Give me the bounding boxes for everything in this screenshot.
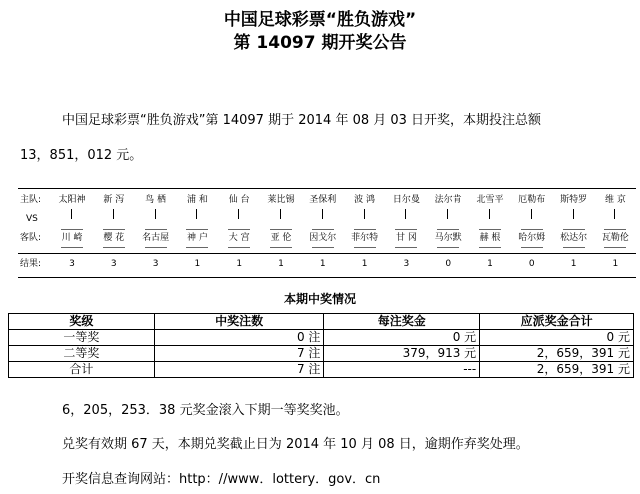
match-column bbox=[595, 189, 635, 277]
match-column bbox=[554, 189, 594, 277]
home-team: 浦 和 bbox=[186, 195, 208, 205]
away-team: 哈尔姆 bbox=[518, 233, 546, 243]
winners-cell: 0 注 bbox=[154, 330, 324, 346]
away-team: 名古屋 bbox=[142, 233, 170, 243]
vs-divider bbox=[155, 209, 156, 219]
level-cell: 二等奖 bbox=[9, 346, 155, 362]
total-cell: 2，659，391 元 bbox=[480, 346, 634, 362]
team-underline bbox=[521, 229, 543, 230]
issue-title: 第 14097 期开奖公告 bbox=[233, 33, 407, 53]
home-team: 鸟 栖 bbox=[145, 195, 167, 205]
team-underline bbox=[186, 229, 208, 230]
match-result: 1 bbox=[194, 259, 201, 269]
team-underline bbox=[395, 247, 417, 248]
team-underline bbox=[437, 229, 459, 230]
home-team: 北雪平 bbox=[476, 195, 504, 205]
vs-divider bbox=[71, 209, 72, 219]
team-underline bbox=[395, 229, 417, 230]
home-team: 太阳神 bbox=[58, 195, 86, 205]
total-cell: 2，659，391 元 bbox=[480, 362, 634, 378]
intro-line-1: 中国足球彩票“胜负游戏”第 14097 期于 2014 年 08 月 03 日开奖，本期投注总额 bbox=[62, 113, 542, 128]
vs-divider bbox=[113, 209, 114, 219]
team-underline bbox=[145, 229, 167, 230]
match-column bbox=[136, 189, 176, 277]
vs-divider bbox=[573, 209, 574, 219]
team-underline bbox=[61, 247, 83, 248]
match-column bbox=[52, 189, 92, 277]
away-team: 樱 花 bbox=[103, 233, 125, 243]
header-total-payout: 应派奖金合计 bbox=[480, 314, 634, 330]
level-cell: 合计 bbox=[9, 362, 155, 378]
home-team: 厄勒布 bbox=[518, 195, 546, 205]
away-team: 赫 根 bbox=[479, 233, 501, 243]
prize-cell: 0 元 bbox=[324, 330, 480, 346]
team-underline bbox=[228, 247, 250, 248]
table-row bbox=[9, 362, 634, 378]
match-result: 1 bbox=[319, 259, 326, 269]
team-underline bbox=[354, 229, 376, 230]
match-column bbox=[177, 189, 217, 277]
vs-divider bbox=[196, 209, 197, 219]
validity-note: 兑奖有效期 67 天，本期兑奖截止日为 2014 年 10 月 08 日，逾期作弃奖处理。 bbox=[62, 437, 529, 452]
team-underline bbox=[145, 247, 167, 248]
match-column bbox=[470, 189, 510, 277]
vs-divider bbox=[405, 209, 406, 219]
away-team: 亚 伦 bbox=[270, 233, 292, 243]
prize-section-title: 本期中奖情况 bbox=[283, 292, 356, 306]
away-team: 马尔默 bbox=[434, 233, 462, 243]
match-result: 3 bbox=[152, 259, 159, 269]
intro-line-2: 13，851，012 元。 bbox=[20, 148, 143, 163]
table-row bbox=[9, 346, 634, 362]
home-team: 莱比锡 bbox=[267, 195, 295, 205]
match-column bbox=[94, 189, 134, 277]
team-underline bbox=[479, 247, 501, 248]
team-underline bbox=[437, 247, 459, 248]
match-column bbox=[261, 189, 301, 277]
table-row bbox=[9, 330, 634, 346]
match-column bbox=[345, 189, 385, 277]
match-result: 0 bbox=[528, 259, 535, 269]
match-result: 1 bbox=[612, 259, 619, 269]
vs-divider bbox=[280, 209, 281, 219]
match-result: 3 bbox=[69, 259, 75, 269]
total-cell: 0 元 bbox=[480, 330, 634, 346]
team-underline bbox=[354, 247, 376, 248]
level-cell: 一等奖 bbox=[9, 330, 155, 346]
team-underline bbox=[228, 229, 250, 230]
match-column bbox=[428, 189, 468, 277]
vs-divider bbox=[489, 209, 490, 219]
away-team: 菲尔特 bbox=[351, 233, 379, 243]
match-result: 1 bbox=[278, 259, 284, 269]
home-team: 斯特罗 bbox=[560, 195, 588, 205]
home-team: 法尔肯 bbox=[434, 195, 462, 205]
header-level: 奖级 bbox=[9, 314, 155, 330]
home-row-label: 主队: bbox=[20, 195, 42, 205]
prize-table bbox=[8, 313, 634, 378]
website-note: 开奖信息查询网站：http：//www．lottery．gov．cn bbox=[62, 472, 381, 487]
team-underline bbox=[563, 229, 585, 230]
match-table bbox=[18, 188, 636, 278]
team-underline bbox=[61, 229, 83, 230]
prize-cell: 379，913 元 bbox=[324, 346, 480, 362]
home-team: 日尔曼 bbox=[392, 195, 420, 205]
match-result: 3 bbox=[403, 259, 410, 269]
match-result: 3 bbox=[110, 259, 117, 269]
rollover-note: 6，205，253．38 元奖金滚入下期一等奖奖池。 bbox=[62, 403, 349, 418]
match-column bbox=[303, 189, 343, 277]
winners-cell: 7 注 bbox=[154, 362, 324, 378]
team-underline bbox=[103, 247, 125, 248]
match-column bbox=[386, 189, 426, 277]
match-result: 1 bbox=[570, 259, 577, 269]
vs-divider bbox=[614, 209, 615, 219]
team-underline bbox=[521, 247, 543, 248]
away-team: 松达尔 bbox=[560, 233, 588, 243]
team-underline bbox=[604, 229, 626, 230]
home-team: 维 京 bbox=[604, 195, 626, 205]
header-prize-per-bet: 每注奖金 bbox=[324, 314, 480, 330]
team-underline bbox=[186, 247, 208, 248]
home-team: 新 泻 bbox=[103, 195, 125, 205]
home-team: 波 鸿 bbox=[354, 195, 376, 205]
match-result: 1 bbox=[361, 259, 368, 269]
winners-cell: 7 注 bbox=[154, 346, 324, 362]
home-team: 仙 台 bbox=[228, 195, 250, 205]
match-result: 1 bbox=[236, 259, 243, 269]
team-underline bbox=[563, 247, 585, 248]
team-underline bbox=[312, 229, 334, 230]
prize-table-header bbox=[9, 314, 634, 330]
away-team: 因戈尔 bbox=[309, 233, 337, 243]
vs-divider bbox=[238, 209, 239, 219]
team-underline bbox=[479, 229, 501, 230]
announcement-title: 中国足球彩票“胜负游戏” bbox=[223, 10, 417, 30]
away-team: 瓦勒伦 bbox=[601, 233, 629, 243]
away-team: 神 户 bbox=[186, 233, 208, 243]
vs-divider bbox=[447, 209, 448, 219]
match-result: 0 bbox=[445, 259, 452, 269]
team-underline bbox=[270, 229, 292, 230]
team-underline bbox=[604, 247, 626, 248]
away-team: 川 崎 bbox=[61, 233, 83, 243]
header-winners: 中奖注数 bbox=[154, 314, 324, 330]
vs-divider bbox=[531, 209, 532, 219]
vs-divider bbox=[322, 209, 323, 219]
team-underline bbox=[270, 247, 292, 248]
home-team: 圣保利 bbox=[309, 195, 337, 205]
away-row-label: 客队: bbox=[20, 233, 42, 243]
vs-row-label: VS bbox=[26, 214, 38, 224]
prize-cell: --- bbox=[324, 362, 480, 378]
team-underline bbox=[103, 229, 125, 230]
match-column bbox=[512, 189, 552, 277]
away-team: 甘 冈 bbox=[395, 233, 417, 243]
match-result: 1 bbox=[487, 259, 493, 269]
away-team: 大 宫 bbox=[228, 233, 250, 243]
team-underline bbox=[312, 247, 334, 248]
match-column bbox=[219, 189, 259, 277]
vs-divider bbox=[364, 209, 365, 219]
result-row-label: 结果: bbox=[20, 259, 42, 269]
